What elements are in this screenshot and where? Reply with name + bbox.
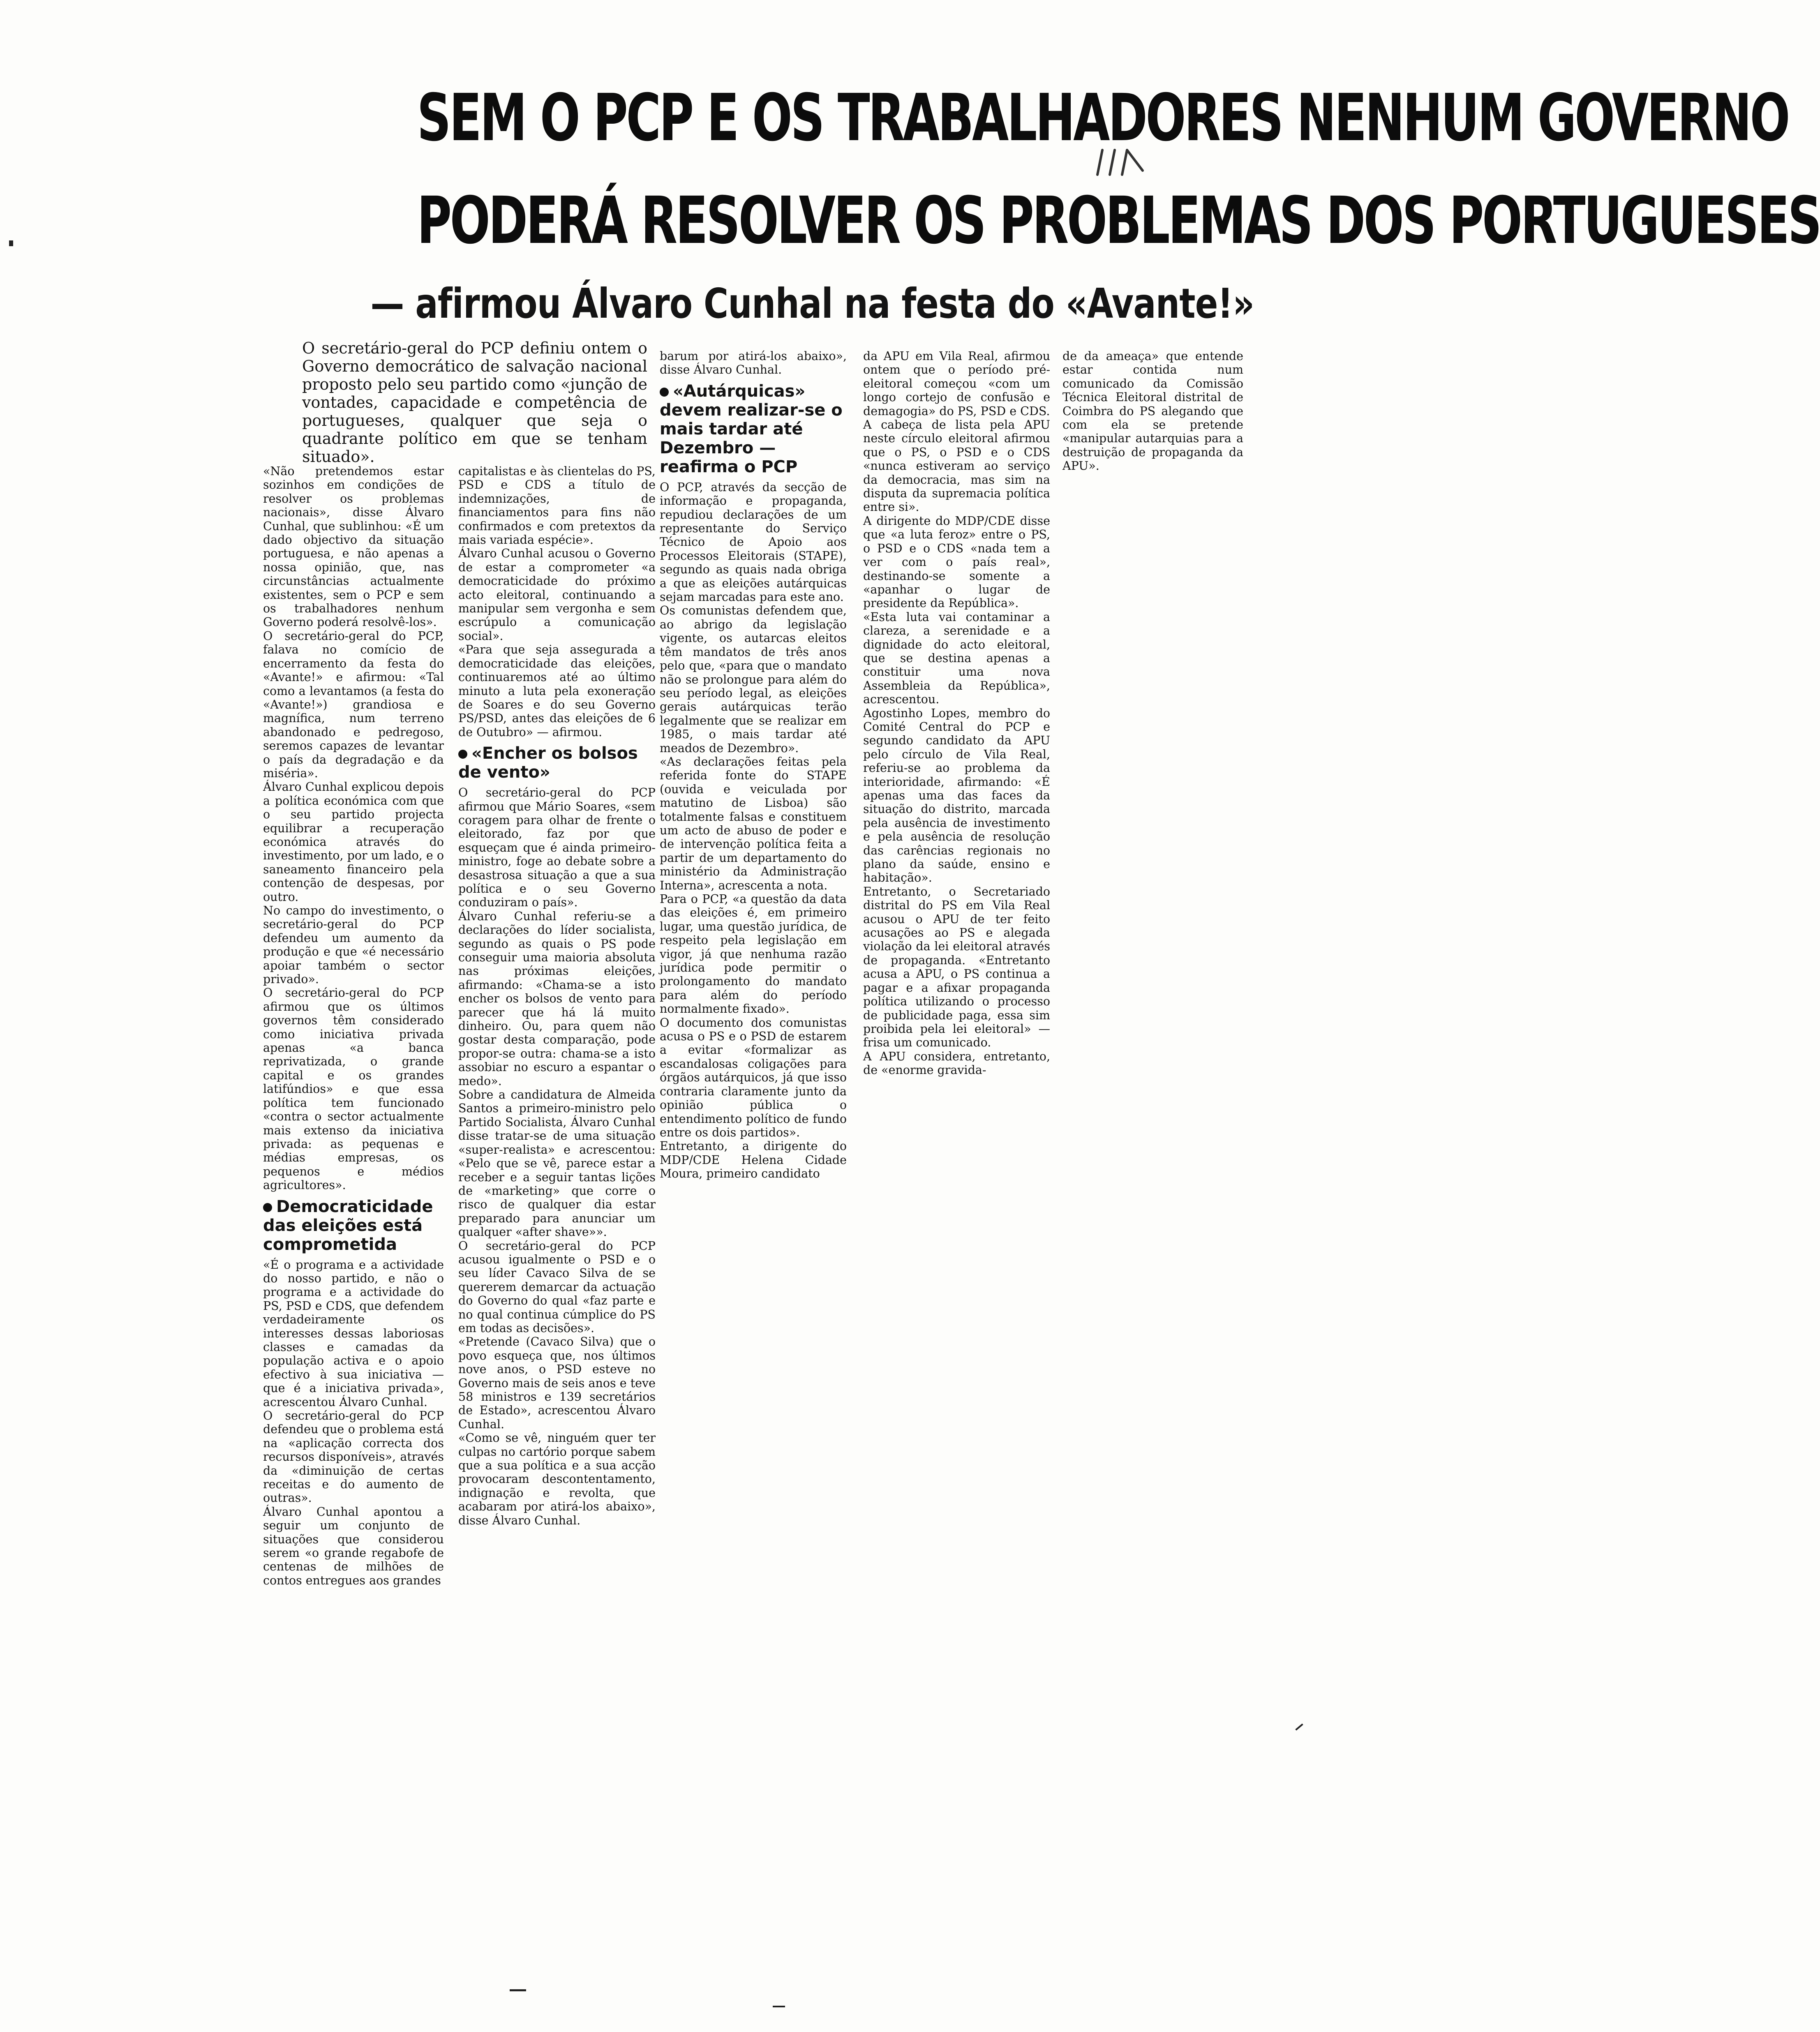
paragraph: de da ameaça» que entende estar contida num comunicado da Comissão Técnica Eleitoral distrital de Coimbra do PS alegando que com ela se pretende «manipular autarquias para a destruição de propaganda da APU». [1062, 349, 1243, 473]
paragraph: O secretário-geral do PCP afirmou que os últimos governos têm considerado como iniciativa privada apenas «a banca reprivatizada, o grande capital e os grandes latifúndios» e que essa política tem funcionado «contra o sector actualmente mais extenso da iniciativa privada: as pequenas e médias empresas, os pequenos e médios agricultores». [263, 986, 444, 1192]
paragraph: Entretanto, a dirigente do MDP/CDE Helena Cidade Moura, primeiro candidato [660, 1139, 847, 1181]
headline-line-2: PODERÁ RESOLVER OS PROBLEMAS DOS PORTUGUESES [417, 183, 1820, 259]
paragraph: Sobre a candidatura de Almeida Santos a primeiro-ministro pelo Partido Socialista, Álvaro Cunhal disse tratar-se de uma situação «super-realista» e acrescentou: «Pelo que se vê, parece estar a receber e a seguir tantas lições de «marketing» que corre o risco de qualquer dia estar preparado para anunciar um qualquer «after shave»». [458, 1088, 656, 1239]
paragraph: No campo do investimento, o secretário-geral do PCP defendeu um aumento da produção e que «é necessário apoiar também o sector privado». [263, 904, 444, 986]
scan-speck [1295, 1723, 1303, 1730]
bullet-icon [263, 1203, 272, 1212]
paragraph: O secretário-geral do PCP, falava no comício de encerramento da festa do «Avante!» e afirmou: «Tal como a levantamos (a festa do «Avante!») grandiosa e magnífica, num terreno abandonado e pedregoso, seremos capazes de levantar o país da degradação e da miséria». [263, 629, 444, 780]
paragraph: Agostinho Lopes, membro do Comité Central do PCP e segundo candidato da APU pelo círculo de Vila Real, referiu-se ao problema da interioridade, afirmando: «É apenas uma das faces da situação do distrito, marcada pela ausência de investimento e pela ausência de resolução das carências regionais no plano da saúde, ensino e habitação». [863, 706, 1050, 885]
article-column-1 [263, 464, 444, 2002]
section-subheading: «Encher os bolsos de vento» [458, 744, 638, 782]
paragraph: O secretário-geral do PCP acusou igualmente o PSD e o seu líder Cavaco Silva de se quererem demarcar da actuação do Governo do qual «faz parte e no qual continua cúmplice do PS em todas as decisões». [458, 1239, 656, 1335]
paragraph: A dirigente do MDP/CDE disse que «a luta feroz» entre o PS, o PSD e o CDS «nada tem a ver com o país real», destinando-se somente a «apanhar o lugar de presidente da República». [863, 514, 1050, 610]
paragraph: «Para que seja assegurada a democraticidade das eleições, continuaremos até ao último minuto a luta pela exoneração de Soares e do seu Governo PS/PSD, antes das eleições de 6 de Outubro» — afirmou. [458, 643, 656, 739]
paragraph: O PCP, através da secção de informação e propaganda, repudiou declarações de um representante do Serviço Técnico de Apoio aos Processos Eleitorais (STAPE), segundo as quais nada obriga a que as eleições autárquicas sejam marcadas para este ano. [660, 480, 847, 604]
article-column-2 [458, 464, 656, 2002]
headline-line-1: SEM O PCP E OS TRABALHADORES NENHUM GOVERNO [417, 80, 1789, 156]
paragraph: A APU considera, entretanto, de «enorme gravida- [863, 1049, 1050, 1077]
paragraph: «Pretende (Cavaco Silva) que o povo esqueça que, nos últimos nove anos, o PSD esteve no Governo mais de seis anos e teve 58 ministros e 139 secretários de Estado», acrescentou Álvaro Cunhal. [458, 1335, 656, 1431]
paragraph: Para o PCP, «a questão da data das eleições é, em primeiro lugar, uma questão jurídica, de respeito pela legislação em vigor, já que nenhuma razão jurídica pode permitir o prolongamento do mandato para além do período normalmente fixado». [660, 892, 847, 1016]
article-column-3 [660, 349, 847, 2002]
paragraph: O secretário-geral do PCP defendeu que o problema está na «aplicação correcta dos recursos disponíveis», através da «diminuição de certas receitas e do aumento de outras». [263, 1409, 444, 1505]
paragraph: Álvaro Cunhal explicou depois a política económica com que o seu partido projecta equilibrar a recuperação económica através do investimento, por um lado, e o saneamento financeiro pela contenção de despesas, por outro. [263, 780, 444, 904]
bullet-icon [458, 750, 467, 759]
paragraph: O secretário-geral do PCP afirmou que Mário Soares, «sem coragem para olhar de frente o eleitorado, faz por que esqueçam que é ainda primeiro-ministro, foge ao debate sobre a desastrosa situação a que a sua política e o seu Governo conduziram o país». [458, 786, 656, 910]
paragraph: Entretanto, o Secretariado distrital do PS em Vila Real acusou o APU de ter feito acusações ao PS e alegada violação da lei eleitoral através de propaganda. «Entretanto acusa a APU, o PS continua a pagar e a afixar propaganda política utilizando o processo de publicidade paga, essa sim proibida pela lei eleitoral» — frisa um comunicado. [863, 884, 1050, 1050]
paragraph: Álvaro Cunhal referiu-se a declarações do líder socialista, segundo as quais o PS pode conseguir uma maioria absoluta nas próximas eleições, afirmando: «Chama-se a isto encher os bolsos de vento para parecer que há lá muito dinheiro. Ou, para quem não gostar desta comparação, pode propor-se outra: chama-se a isto assobiar no escuro a espantar o medo». [458, 909, 656, 1088]
handwritten-annotation [1093, 146, 1155, 179]
section-subheading: «Autárquicas» devem realizar-se o mais tardar até Dezembro — reafirma o PCP [660, 381, 843, 476]
paragraph: «Como se vê, ninguém quer ter culpas no cartório porque sabem que a sua política e a sua acção provocaram descontentamento, indignação e revolta, que acabaram por atirá-los abaixo», disse Álvaro Cunhal. [458, 1431, 656, 1527]
paragraph: barum por atirá-los abaixo», disse Álvaro Cunhal. [660, 349, 847, 377]
paragraph: Os comunistas defendem que, ao abrigo da legislação vigente, os autarcas eleitos têm mandatos de três anos pelo que, «para que o mandato não se prolongue para além do seu período legal, as eleições gerais autárquicas terão legalmente que se realizar em 1985, o mais tardar até meados de Dezembro». [660, 604, 847, 755]
article-column-4 [863, 349, 1050, 1623]
scan-speck [510, 1989, 526, 1991]
paragraph: da APU em Vila Real, afirmou ontem que o período pré-eleitoral começou «com um longo cortejo de confusão e demagogia» do PS, PSD e CDS. [863, 349, 1050, 418]
paragraph: «Não pretendemos estar sozinhos em condições de resolver os problemas nacionais», disse Álvaro Cunhal, que sublinhou: «É um dado objectivo da situação portuguesa, e não apenas a nossa opinião, que, nas circunstâncias actualmente existentes, sem o PCP e sem os trabalhadores nenhum Governo poderá resolvê-los». [263, 464, 444, 629]
scan-speck [773, 2006, 785, 2007]
section-subheading: Democraticidade das eleições está comprometida [263, 1197, 433, 1254]
subheadline: — afirmou Álvaro Cunhal na festa do «Avante!» [370, 279, 1254, 328]
paragraph: capitalistas e às clientelas do PS, PSD e CDS a título de indemnizações, de financiamentos para fins não confirmados e com pretextos da mais variada espécie». [458, 464, 656, 547]
paragraph: Álvaro Cunhal apontou a seguir um conjunto de situações que considerou serem «o grande regabofe de centenas de milhões de contos entregues aos grandes [263, 1505, 444, 1587]
paragraph: «Esta luta vai contaminar a clareza, a serenidade e a dignidade do acto eleitoral, que se destina apenas a constituir uma nova Assembleia da República», acrescentou. [863, 610, 1050, 707]
paragraph: Álvaro Cunhal acusou o Governo de estar a comprometer «a democraticidade do próximo acto eleitoral, continuando a manipular sem vergonha e sem escrúpulo a comunicação social». [458, 547, 656, 643]
lead-paragraph: O secretário-geral do PCP definiu ontem o Governo democrático de salvação nacional proposto pelo seu partido como «junção de vontades, capacidade e competência de portugueses, qualquer que seja o quadrante político em que se tenham situado». [302, 339, 647, 466]
paragraph: «As declarações feitas pela referida fonte do STAPE (ouvida e veiculada por matutino de Lisboa) são totalmente falsas e constituem um acto de abuso de poder e de intervenção política feita a partir de um departamento do ministério da Administração Interna», acrescenta a nota. [660, 755, 847, 892]
paragraph: A cabeça de lista pela APU neste círculo eleitoral afirmou que o PS, o PSD e o CDS «nunca estiveram ao serviço da democracia, mas sim na disputa da supremacia política entre si». [863, 418, 1050, 514]
article-column-5 [1062, 349, 1243, 493]
bullet-icon [660, 388, 669, 397]
paragraph: O documento dos comunistas acusa o PS e o PSD de estarem a evitar «formalizar as escandalosas coligações para órgãos autárquicos, já que isso contraria claramente junto da opinião pública o entendimento político de fundo entre os dois partidos». [660, 1016, 847, 1139]
paragraph: «É o programa e a actividade do nosso partido, e não o programa e a actividade do PS, PSD e CDS, que defendem verdadeiramente os interesses dessas laboriosas classes e camadas da população activa e o apoio efectivo à sua iniciativa — que é a iniciativa privada», acrescentou Álvaro Cunhal. [263, 1258, 444, 1409]
scan-speck [9, 240, 13, 246]
